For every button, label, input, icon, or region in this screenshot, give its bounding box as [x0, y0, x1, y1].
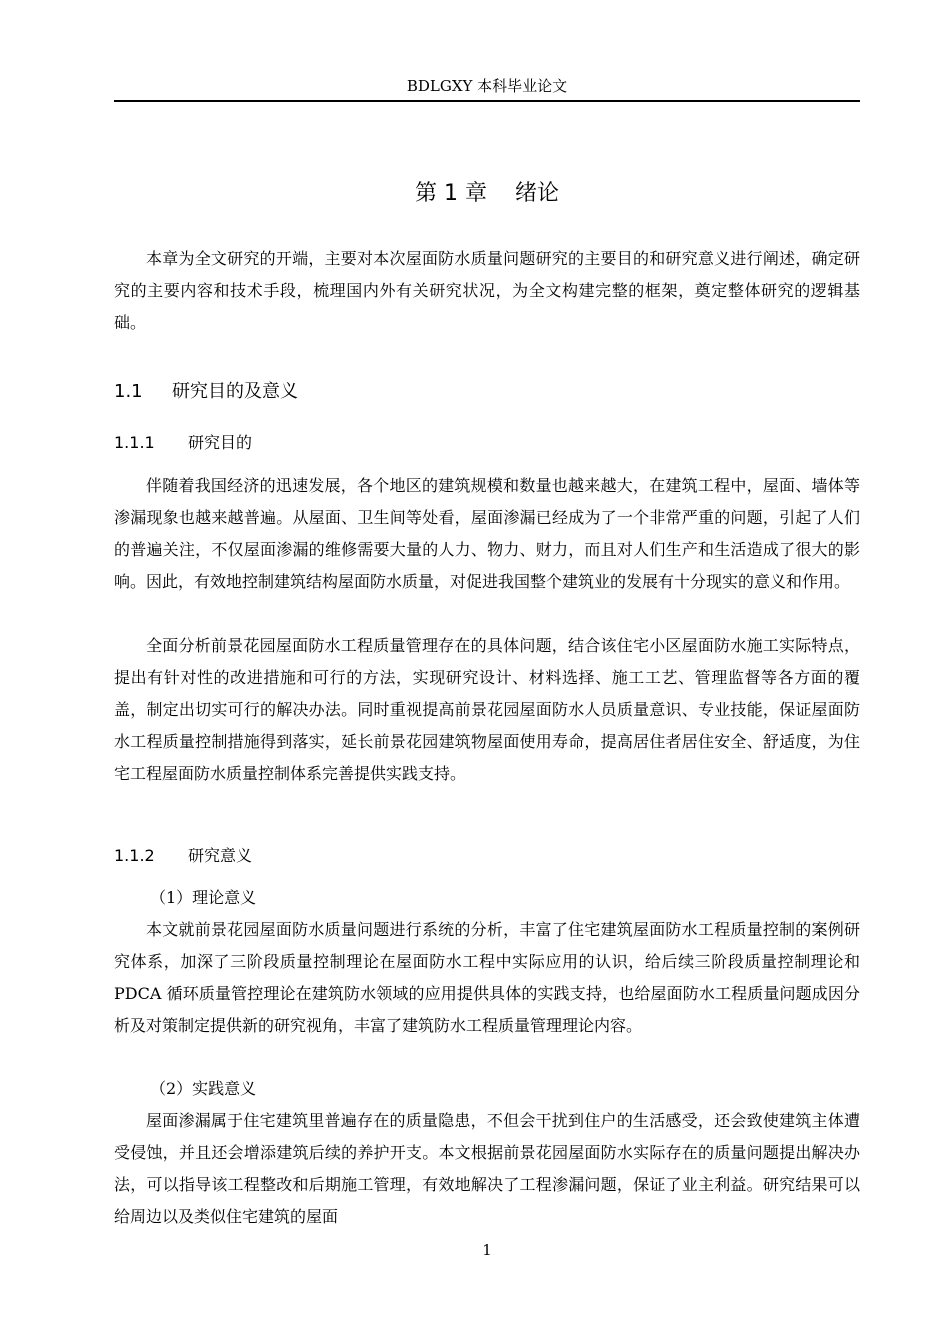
- section-heading-1-1: [114, 378, 860, 406]
- intro-paragraph: 本章为全文研究的开端，主要对本次屋面防水质量问题研究的主要目的和研究意义进行阐述，确定研究的主要内容和技术手段，梳理国内外有关研究状况，为全文构建完整的框架，奠定整体研究的逻辑基础。: [114, 249, 860, 332]
- header-rule: [114, 100, 860, 102]
- practice-paragraph: 屋面渗漏属于住宅建筑里普遍存在的质量隐患，不但会干扰到住户的生活感受，还会致使建筑主体遭受侵蚀，并且还会增添建筑后续的养护开支。本文根据前景花园屋面防水实际存在的质量问题提出解决办法，可以指导该工程整改和后期施工管理，有效地解决了工程渗漏问题，保证了业主利益。研究结果可以给周边以及类似住宅建筑的屋面: [114, 1111, 860, 1226]
- section-title: 研究目的及意义: [172, 381, 298, 402]
- section-number: 1.1.1: [114, 433, 155, 452]
- section-heading-1-1-1: [114, 430, 860, 456]
- section-number: 1.1: [114, 381, 143, 402]
- purpose-paragraph-2: 全面分析前景花园屋面防水工程质量管理存在的具体问题，结合该住宅小区屋面防水施工实际特点，提出有针对性的改进措施和可行的方法，实现研究设计、材料选择、施工工艺、管理监督等各方面的覆盖，制定出切实可行的解决办法。同时重视提高前景花园屋面防水人员质量意识、专业技能，保证屋面防水工程质量控制措施得到落实，延长前景花园建筑物屋面使用寿命，提高居住者居住安全、舒适度，为住宅工程屋面防水质量控制体系完善提供实践支持。: [114, 636, 860, 783]
- theory-paragraph: 本文就前景花园屋面防水质量问题进行系统的分析，丰富了住宅建筑屋面防水工程质量控制的案例研究体系，加深了三阶段质量控制理论在屋面防水工程中实际应用的认识，给后续三阶段质量控制理论和 PDCA 循环质量管控理论在建筑防水领域的应用提供具体的实践支持，也给屋面防水工程质量问题成因分析及对策制定提供新的研究视角，丰富了建筑防水工程质量管理理论内容。: [114, 920, 860, 1035]
- section-number: 1.1.2: [114, 846, 155, 865]
- purpose-paragraph-1: 伴随着我国经济的迅速发展，各个地区的建筑规模和数量也越来越大，在建筑工程中，屋面、墙体等渗漏现象也越来越普遍。从屋面、卫生间等处看，屋面渗漏已经成为了一个非常严重的问题，引起了人们的普遍关注，不仅屋面渗漏的维修需要大量的人力、物力、财力，而且对人们生产和生活造成了很大的影响。因此，有效地控制建筑结构屋面防水质量，对促进我国整个建筑业的发展有十分现实的意义和作用。: [114, 476, 860, 591]
- chapter-title: 第 1 章 绪论: [415, 181, 559, 206]
- practice-label: （2）实践意义: [150, 1079, 257, 1098]
- page-header: BDLGXY 本科毕业论文: [406, 77, 568, 95]
- page-number: 1: [482, 1241, 492, 1259]
- section-heading-1-1-2: [114, 843, 860, 869]
- section-title: 研究目的: [188, 433, 253, 452]
- theory-label: （1）理论意义: [150, 888, 257, 907]
- section-title: 研究意义: [188, 846, 253, 865]
